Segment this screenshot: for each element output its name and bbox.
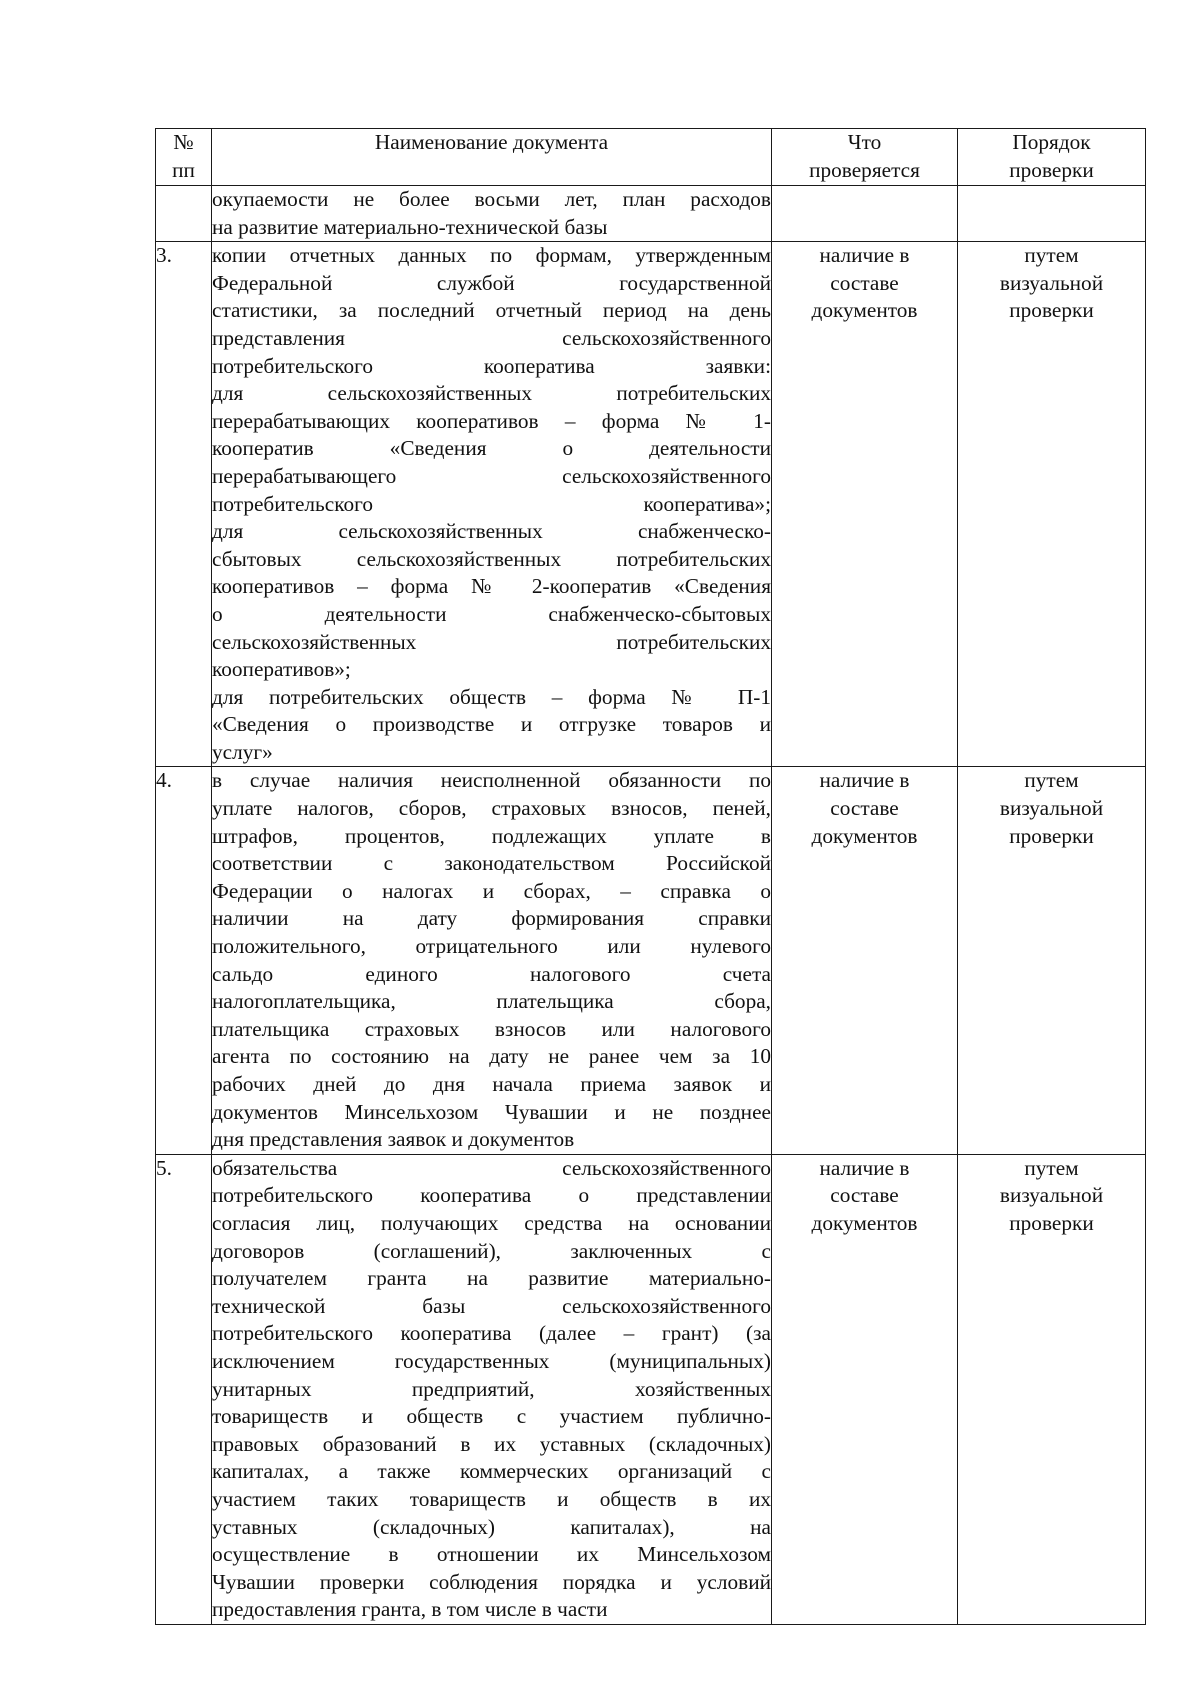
check-procedure-cell (958, 186, 1146, 242)
document-name-line: уставных (складочных) капиталах), на (212, 1514, 771, 1539)
document-name-line: агента по состоянию на дату не ранее чем за 10 (212, 1044, 771, 1069)
document-name-line: окупаемости не более восьми лет, план расходов (212, 187, 771, 211)
check-procedure-line: путем (1024, 243, 1079, 268)
document-name-line: технической базы сельскохозяйственного (212, 1293, 771, 1318)
document-name-line: кооператив «Сведения о деятельности (212, 436, 771, 461)
document-name-line: Федеральной службой государственной (212, 270, 771, 295)
row-number: 5. (156, 1154, 212, 1624)
check-procedure-line: проверки (1009, 1210, 1094, 1235)
what-checked-cell (772, 242, 958, 767)
what-checked-line: наличие в (819, 1155, 910, 1180)
document-name-line: для потребительских обществ – форма № П-1 (212, 684, 771, 709)
document-name-line: «Сведения о производстве и отгрузке товаров и (212, 712, 771, 737)
document-name-line: наличии на дату формирования справки (212, 906, 771, 931)
document-name-line: плательщика страховых взносов или налогового (212, 1016, 771, 1041)
document-name-line: представления сельскохозяйственного (212, 325, 771, 350)
check-procedure-cell (958, 767, 1146, 1154)
header-check-procedure: Порядок проверки (958, 129, 1146, 186)
document-name-line: дня представления заявок и документов (212, 1127, 575, 1152)
table-header-row (156, 129, 1146, 186)
table-row (156, 242, 1146, 767)
row-number: 3. (156, 242, 212, 767)
header-what-checked: Что проверяется (772, 129, 958, 186)
check-procedure-line: визуальной (999, 796, 1104, 821)
document-name-line: договоров (соглашений), заключенных с (212, 1238, 771, 1263)
document-name-line: статистики, за последний отчетный период на день (212, 298, 771, 323)
check-procedure-cell (958, 242, 1146, 767)
document-name-line: товариществ и обществ с участием публично- (212, 1404, 771, 1429)
document-name-line: сальдо единого налогового счета (212, 961, 771, 986)
what-checked-cell (772, 186, 958, 242)
table-row (156, 186, 1146, 242)
document-name-line: перерабатывающих кооперативов – форма № 1- (212, 408, 771, 433)
document-name-line: в случае наличия неисполненной обязанности по (212, 768, 771, 793)
what-checked-line: составе (830, 270, 899, 295)
document-name-line: потребительского кооператива заявки: (212, 353, 771, 378)
document-name-line: получателем гранта на развитие материально- (212, 1266, 771, 1291)
document-name-line: согласия лиц, получающих средства на основании (212, 1210, 771, 1235)
document-name-line: обязательства сельскохозяйственного (212, 1155, 771, 1180)
document-name-line: уплате налогов, сборов, страховых взносов, пеней, (212, 796, 771, 821)
check-procedure-line: визуальной (999, 270, 1104, 295)
check-procedure-line: визуальной (999, 1183, 1104, 1208)
document-name-line: сбытовых сельскохозяйственных потребительских (212, 546, 771, 571)
check-procedure-line: путем (1024, 1155, 1079, 1180)
document-name-line: рабочих дней до дня начала приема заявок и (212, 1072, 771, 1096)
check-procedure-line: проверки (1009, 298, 1094, 323)
what-checked-line: составе (830, 1183, 899, 1208)
document-name-line: Федерации о налогах и сборах, – справка о (212, 878, 771, 903)
check-procedure-cell (958, 1154, 1146, 1624)
document-table (155, 128, 1146, 1625)
table-row (156, 1154, 1146, 1624)
document-name-line: услуг» (212, 739, 273, 764)
document-name-cell (212, 1154, 772, 1624)
document-name-line: соответствии с законодательством Российской (212, 851, 771, 876)
document-name-line: потребительского кооператива»; (212, 491, 771, 516)
document-name-line: положительного, отрицательного или нулевого (212, 934, 771, 959)
what-checked-line: документов (811, 823, 918, 848)
document-name-line: капиталах, а также коммерческих организаций с (212, 1459, 771, 1484)
table-row (156, 767, 1146, 1154)
document-name-line: налогоплательщика, плательщика сбора, (212, 989, 771, 1014)
document-name-line: штрафов, процентов, подлежащих уплате в (212, 823, 771, 848)
what-checked-line: наличие в (819, 243, 910, 268)
document-name-line: о деятельности снабженческо-сбытовых (212, 601, 771, 626)
row-number: 4. (156, 767, 212, 1154)
document-name-line: потребительского кооператива о представлении (212, 1183, 771, 1208)
check-procedure-line: проверки (1009, 823, 1094, 848)
document-name-line: Чувашии проверки соблюдения порядка и условий (212, 1569, 771, 1594)
what-checked-cell (772, 767, 958, 1154)
document-name-line: правовых образований в их уставных (складочных) (212, 1431, 771, 1456)
what-checked-line: документов (811, 298, 918, 323)
document-name-line: сельскохозяйственных потребительских (212, 629, 771, 654)
document-name-cell (212, 186, 772, 242)
document-name-cell (212, 767, 772, 1154)
document-name-line: перерабатывающего сельскохозяйственного (212, 463, 771, 488)
what-checked-line: наличие в (819, 768, 910, 793)
document-name-line: осуществление в отношении их Минсельхозом (212, 1542, 771, 1567)
document-name-line: унитарных предприятий, хозяйственных (212, 1376, 771, 1401)
document-name-line: для сельскохозяйственных снабженческо- (212, 519, 771, 544)
document-name-line: для сельскохозяйственных потребительских (212, 381, 771, 406)
document-name-line: кооперативов»; (212, 657, 351, 682)
what-checked-cell (772, 1154, 958, 1624)
header-num: № пп (156, 129, 212, 186)
row-number (156, 186, 212, 242)
header-document-name: Наименование документа (212, 129, 772, 186)
document-name-line: исключением государственных (муниципальных) (212, 1348, 771, 1373)
document-name-line: предоставления гранта, в том числе в части (212, 1597, 608, 1622)
what-checked-line: документов (811, 1210, 918, 1235)
document-name-line: участием таких товариществ и обществ в их (212, 1486, 771, 1511)
document-name-line: кооперативов – форма № 2-кооператив «Сведения (212, 574, 771, 599)
what-checked-line: составе (830, 796, 899, 821)
document-name-cell (212, 242, 772, 767)
document-name-line: копии отчетных данных по формам, утвержденным (212, 243, 771, 268)
document-name-line: потребительского кооператива (далее – грант) (за (212, 1321, 771, 1346)
document-name-line: на развитие материально-технической базы (212, 214, 608, 239)
document-name-line: документов Минсельхозом Чувашии и не позднее (212, 1099, 771, 1124)
check-procedure-line: путем (1024, 768, 1079, 793)
